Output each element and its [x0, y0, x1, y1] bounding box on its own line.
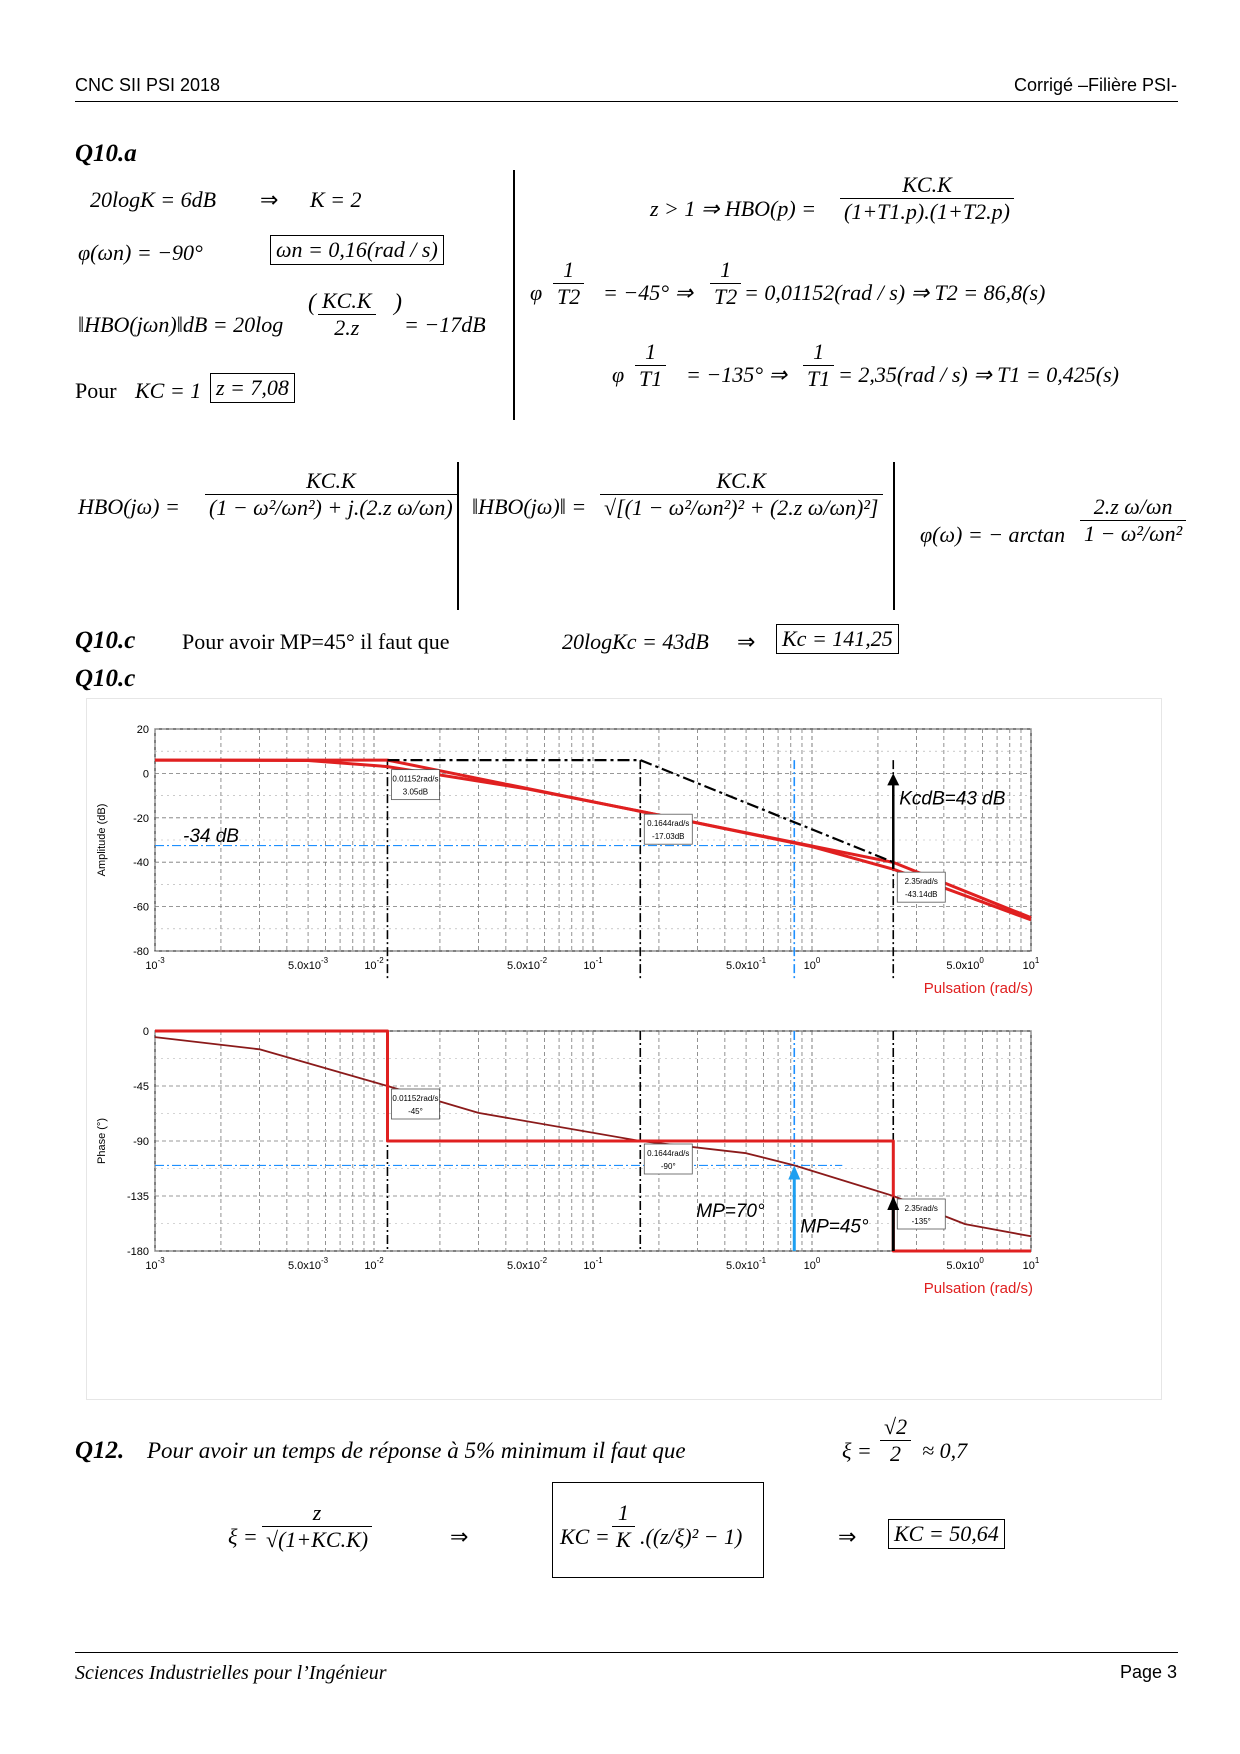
q12-approx: ≈ 0,7: [922, 1438, 968, 1463]
formula3-lhs: φ(ω) = − arctan: [920, 522, 1066, 547]
phase-xtick-label: $10^0$: [803, 1256, 821, 1272]
phase-xtick-label: $5.0x10^{-1}$: [725, 1256, 767, 1272]
q10a-line1-arrow: ⇒: [260, 187, 279, 212]
phase-ytick-label: -45: [133, 1081, 149, 1093]
q10a-right2-phi: φ: [530, 280, 543, 305]
q10a-line3-den: 2.z: [318, 314, 376, 341]
phase-mp45-label: MP=45°: [800, 1216, 869, 1238]
phase-ytick-label: -180: [126, 1246, 149, 1258]
q10a-line3-lparen: (: [308, 290, 316, 316]
q10a-right3-f2n: 1: [813, 339, 825, 364]
q10a-line3-eq: ‖HBO(jωn)‖dB = 20log: [78, 312, 284, 337]
amp-xtick-label: $10^0$: [803, 956, 821, 972]
q10a-right2-f2d: T2: [710, 283, 741, 310]
amp-xtick-label: $10^{-2}$: [364, 956, 384, 972]
q12-eq2-rest: .((z/ξ)² − 1): [640, 1524, 743, 1549]
q10a-line2-eq: φ(ωn) = −90°: [78, 240, 203, 265]
phase-ytick-label: -90: [133, 1136, 149, 1148]
q12-arrow2: ⇒: [838, 1524, 857, 1549]
q10a-right2-mid: = −45° ⇒: [603, 280, 693, 305]
amp-xtick-label: $5.0x10^{-2}$: [506, 956, 548, 972]
header-right: Corrigé –Filière PSI-: [1013, 75, 1177, 95]
formula2-num: KC.K: [716, 468, 767, 493]
phase-xtick-label: $5.0x10^{-3}$: [287, 1256, 329, 1272]
q10a-right3-f1d: T1: [635, 365, 666, 392]
amp-annotation-label: 3.05dB: [402, 787, 429, 797]
amp-xtick-label: $5.0x10^{-1}$: [725, 956, 767, 972]
q12-title: Q12.: [75, 1437, 125, 1464]
q10a-line4-kc: KC = 1: [135, 378, 202, 403]
amp-annotation-label: -43.14dB: [905, 890, 938, 900]
amp-kc-label: KcdB=43 dB: [899, 788, 1006, 810]
q12-eq2-lhs: KC =: [560, 1524, 610, 1549]
phase-xtick-label: $10^{-3}$: [145, 1256, 165, 1272]
q10a-line4-pour: Pour: [75, 378, 117, 403]
q12-result-box: KC = 50,64: [888, 1519, 1005, 1549]
amp-m34-label: -34 dB: [183, 826, 239, 848]
footer-right: Page 3: [1119, 1662, 1177, 1682]
q10a-right2-frac1: [553, 257, 584, 310]
phase-xtick-label: $5.0x10^0$: [946, 1256, 984, 1272]
formula2-lhs: ‖HBO(jω)‖ =: [472, 494, 587, 519]
phase-ytick-label: -135: [126, 1191, 149, 1203]
phase-annotation-label: -135°: [911, 1217, 931, 1226]
q12-eq2-frac: [612, 1500, 635, 1553]
formula3-num: 2.z ω/ωn: [1093, 494, 1173, 519]
amp-xtick-label: $10^1$: [1022, 956, 1040, 972]
formula1-lhs: HBO(jω) =: [78, 494, 180, 519]
q10a-z-box: z = 7,08: [210, 373, 295, 403]
q10a-right1-frac: [840, 172, 1014, 225]
q10a-right2-f1d: T2: [553, 283, 584, 310]
phase-annotation-label: 0.01152rad/s: [392, 1094, 439, 1103]
bode-figure: [86, 698, 1162, 1400]
q10c1-arrow: ⇒: [737, 629, 756, 654]
amp-ytick-label: -80: [133, 946, 149, 958]
q12-arrow1: ⇒: [450, 1524, 469, 1549]
amp-ylabel: Amplitude (dB): [96, 803, 108, 877]
q10c2-title: Q10.c: [75, 665, 136, 692]
amp-annotation-label: 0.1644rad/s: [647, 819, 690, 829]
amp-xtick-label: $5.0x10^{-3}$: [287, 956, 329, 972]
phase-xtick-label: $10^{-2}$: [364, 1256, 384, 1272]
amp-xtick-label: $5.0x10^0$: [946, 956, 984, 972]
amp-ytick-label: 0: [142, 768, 149, 781]
q10c1-eq: 20logKc = 43dB: [562, 629, 709, 654]
q12-xi: ξ =: [842, 1438, 872, 1463]
q10a-right3-phi: φ: [612, 362, 625, 387]
q12-eq1-num: z: [312, 1500, 322, 1525]
q12-eq1-den: √(1+KC.K): [262, 1526, 372, 1553]
formula-divider-2: [893, 462, 895, 610]
amp-xtick-label: $10^{-3}$: [145, 956, 165, 972]
q10a-right2-result: = 0,01152(rad / s) ⇒ T2 = 86,8(s): [744, 280, 1046, 305]
q10a-right3-result: = 2,35(rad / s) ⇒ T1 = 0,425(s): [838, 362, 1119, 387]
amp-ytick-label: -60: [133, 901, 149, 914]
q10a-line3-num: KC.K: [322, 288, 372, 313]
q12-xi-frac: [880, 1414, 911, 1467]
footer-rule: [75, 1652, 1178, 1653]
q12-xi-num: √2: [884, 1414, 908, 1439]
q10a-line3-rparen: ): [394, 290, 402, 316]
formula3-den: 1 − ω²/ωn²: [1080, 520, 1186, 547]
phase-annotation-label: -45°: [408, 1107, 423, 1116]
phase-xtick-label: $10^{-1}$: [583, 1256, 603, 1272]
formula1-num: KC.K: [306, 468, 356, 493]
phase-annotation-label: -90°: [660, 1162, 676, 1171]
q10a-right3-frac2: [803, 339, 834, 392]
amp-ytick-label: 20: [136, 724, 149, 736]
q10a-title: Q10.a: [75, 140, 137, 167]
formula2-frac: [600, 468, 883, 521]
header-left: CNC SII PSI 2018: [75, 75, 221, 95]
amp-ytick-label: -40: [133, 857, 149, 870]
q10c1-title: Q10.c: [75, 627, 136, 654]
q10a-right1-num: KC.K: [902, 172, 952, 197]
phase-xtick-label: $10^1$: [1022, 1256, 1040, 1272]
q10a-right2-frac2: [710, 257, 741, 310]
q12-xi-den: 2: [880, 1440, 911, 1467]
amp-xtick-label: $10^{-1}$: [583, 956, 603, 972]
q12-eq2-den: K: [612, 1526, 635, 1553]
formula1-frac: [205, 468, 457, 521]
phase-ylabel: Phase (°): [96, 1118, 108, 1164]
q10a-right3-f2d: T1: [803, 365, 834, 392]
q10a-omega-box: ωn = 0,16(rad / s): [270, 235, 444, 265]
phase-annotation-label: 0.1644rad/s: [647, 1149, 690, 1158]
q12-text: Pour avoir un temps de réponse à 5% minimum il faut que: [147, 1438, 686, 1463]
q10a-line3-frac: [318, 288, 376, 341]
phase-xtick-label: $5.0x10^{-2}$: [506, 1256, 548, 1272]
q10a-right2-f2n: 1: [720, 257, 732, 282]
amp-annotation-label: 0.01152rad/s: [392, 774, 439, 784]
amp-annotation-label: -17.03dB: [652, 832, 685, 842]
q12-eq1-frac: [262, 1500, 372, 1553]
q10a-right2-f1n: 1: [563, 257, 575, 282]
formula-divider-1: [457, 462, 459, 610]
q12-eq2-num: 1: [617, 1500, 629, 1525]
q10a-right3-f1n: 1: [645, 339, 657, 364]
amp-annotation-label: 2.35rad/s: [904, 877, 938, 887]
footer-left: Sciences Industrielles pour l’Ingénieur: [75, 1662, 387, 1684]
q10a-line1-k: K = 2: [310, 187, 362, 212]
q10a-line3-result: = −17dB: [404, 312, 486, 337]
q10a-line1-eq: 20logK = 6dB: [90, 187, 217, 212]
q10a-right1-den: (1+T1.p).(1+T2.p): [840, 198, 1014, 225]
formula3-frac: [1080, 494, 1186, 547]
phase-annotation-label: 2.35rad/s: [904, 1204, 938, 1213]
q10a-divider: [513, 170, 515, 420]
bode-svg: [87, 699, 1161, 1399]
q10a-right3-mid: = −135° ⇒: [686, 362, 787, 387]
phase-ytick-label: 0: [142, 1026, 149, 1038]
q12-eq1-lhs: ξ =: [228, 1524, 258, 1549]
phase-mp70-label: MP=70°: [696, 1200, 765, 1222]
q10c1-text: Pour avoir MP=45° il faut que: [182, 629, 450, 654]
header-rule: [75, 101, 1178, 102]
q10a-right3-frac1: [635, 339, 666, 392]
formula2-den: √[(1 − ω²/ωn²)² + (2.z ω/ωn)²]: [600, 494, 883, 521]
formula1-den: (1 − ω²/ωn²) + j.(2.z ω/ωn): [205, 494, 457, 521]
q10a-right1-eq: z > 1 ⇒ HBO(p) =: [650, 196, 817, 221]
phase-xlabel: Pulsation (rad/s): [923, 1280, 1033, 1297]
amp-ytick-label: -20: [133, 812, 149, 825]
amp-xlabel: Pulsation (rad/s): [923, 980, 1033, 997]
q10c1-box: Kc = 141,25: [776, 624, 899, 654]
